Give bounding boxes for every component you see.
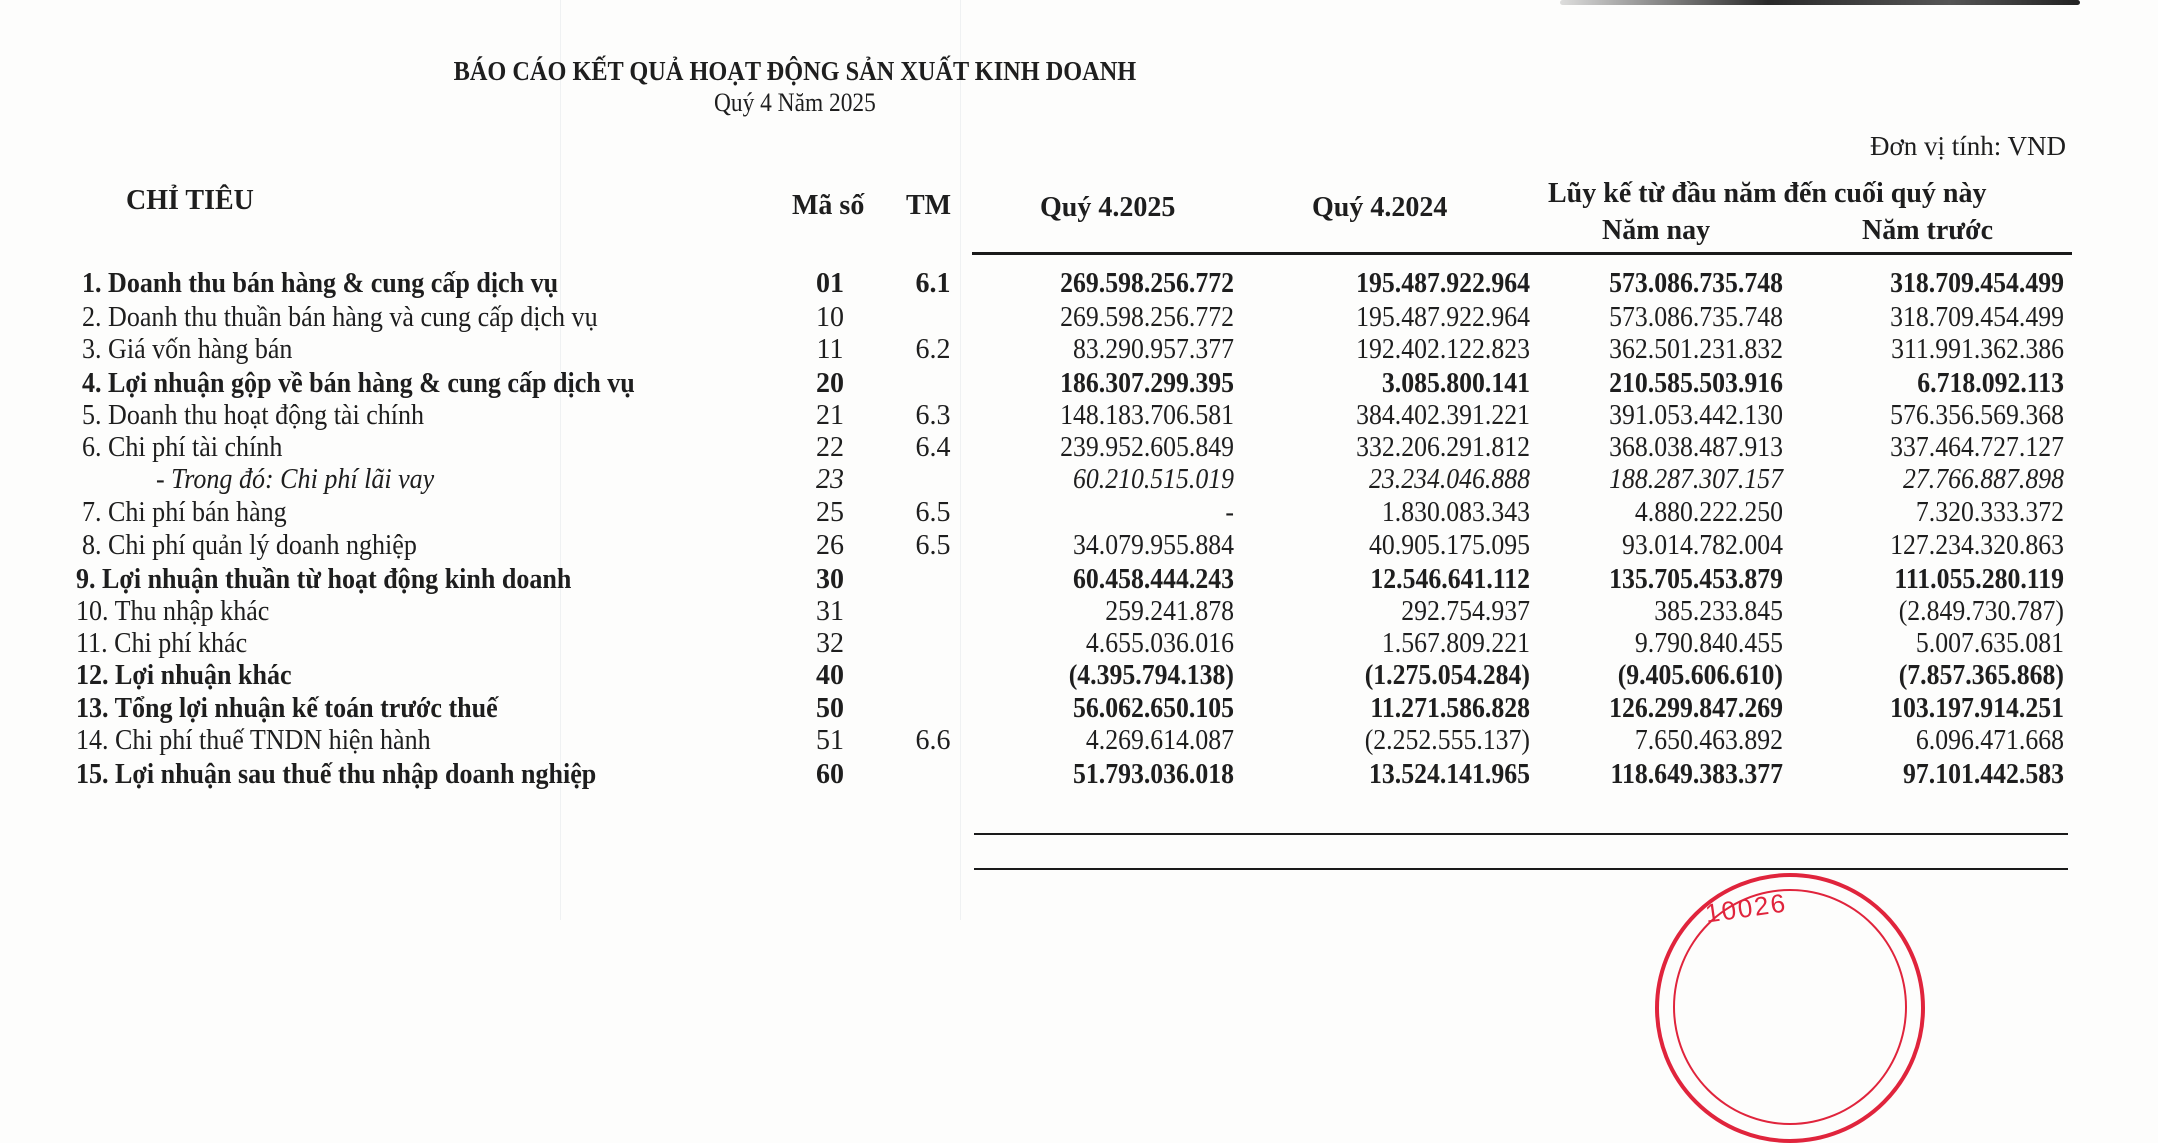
value-ytd-current: 126.299.847.269	[1609, 693, 1783, 724]
value-ytd-current: 188.287.307.157	[1609, 464, 1783, 495]
row-code: 21	[816, 400, 844, 431]
table-row	[0, 464, 2158, 496]
value-ytd-previous: 111.055.280.119	[1894, 564, 2064, 595]
row-label: 14. Chi phí thuế TNDN hiện hành	[76, 725, 431, 756]
row-label: - Trong đó: Chi phí lãi vay	[156, 464, 435, 495]
table-row	[0, 268, 2158, 300]
value-q-current: 4.655.036.016	[1085, 628, 1234, 659]
value-ytd-current: 573.086.735.748	[1609, 268, 1783, 299]
value-ytd-previous: 6.096.471.668	[1915, 725, 2064, 756]
value-ytd-current: 9.790.840.455	[1634, 628, 1783, 659]
currency-unit: Đơn vị tính: VND	[1869, 131, 2066, 161]
value-ytd-current: 573.086.735.748	[1609, 302, 1783, 333]
row-label: 2. Doanh thu thuần bán hàng và cung cấp dịch vụ	[82, 302, 598, 333]
row-code: 60	[816, 759, 844, 790]
total-rule-bottom	[974, 868, 2068, 870]
table-row	[0, 302, 2158, 334]
value-q-previous: 1.830.083.343	[1381, 497, 1530, 528]
value-ytd-previous: 6.718.092.113	[1917, 368, 2064, 399]
value-ytd-previous: 127.234.320.863	[1890, 530, 2064, 561]
row-code: 01	[816, 268, 844, 299]
row-code: 51	[816, 725, 844, 756]
value-ytd-previous: 97.101.442.583	[1903, 759, 2064, 790]
row-code: 40	[816, 660, 844, 691]
value-q-previous: 384.402.391.221	[1356, 400, 1530, 431]
value-ytd-current: 7.650.463.892	[1634, 725, 1783, 756]
row-label: 6. Chi phí tài chính	[82, 432, 283, 463]
row-note: 6.6	[915, 725, 951, 756]
value-q-current: 60.210.515.019	[1073, 464, 1234, 495]
row-code: 20	[816, 368, 844, 399]
row-code: 32	[816, 628, 844, 659]
row-note: 6.4	[915, 432, 951, 463]
value-q-previous: 195.487.922.964	[1356, 302, 1530, 333]
header-code: Mã số	[792, 190, 865, 221]
row-note: 6.1	[915, 268, 951, 299]
row-note: 6.5	[915, 497, 951, 528]
value-ytd-current: 368.038.487.913	[1609, 432, 1783, 463]
row-label: 15. Lợi nhuận sau thuế thu nhập doanh nghiệp	[76, 759, 597, 790]
row-label: 12. Lợi nhuận khác	[76, 660, 292, 691]
value-ytd-previous: 318.709.454.499	[1890, 268, 2064, 299]
row-label: 8. Chi phí quản lý doanh nghiệp	[82, 530, 417, 561]
value-ytd-current: 118.649.383.377	[1610, 759, 1783, 790]
value-q-current: 239.952.605.849	[1060, 432, 1234, 463]
value-q-previous: 23.234.046.888	[1369, 464, 1530, 495]
value-q-previous: 1.567.809.221	[1381, 628, 1530, 659]
row-label: 5. Doanh thu hoạt động tài chính	[82, 400, 425, 431]
header-note: TM	[906, 190, 952, 221]
row-label: 3. Giá vốn hàng bán	[82, 334, 293, 365]
header-ytd-current: Năm nay	[1602, 215, 1711, 246]
table-row	[0, 660, 2158, 692]
value-ytd-current: 362.501.231.832	[1609, 334, 1783, 365]
row-label: 13. Tổng lợi nhuận kế toán trước thuế	[76, 693, 498, 724]
value-q-previous: 332.206.291.812	[1356, 432, 1530, 463]
value-q-previous: 13.524.141.965	[1369, 759, 1530, 790]
value-q-previous: 12.546.641.112	[1370, 564, 1530, 595]
company-seal-text: 10026	[1703, 887, 1789, 929]
table-row	[0, 530, 2158, 562]
value-ytd-current: 210.585.503.916	[1609, 368, 1783, 399]
table-row	[0, 497, 2158, 529]
table-row	[0, 759, 2158, 791]
value-ytd-previous: 337.464.727.127	[1890, 432, 2064, 463]
value-ytd-previous: 311.991.362.386	[1891, 334, 2064, 365]
value-ytd-current: 135.705.453.879	[1609, 564, 1783, 595]
value-q-current: 269.598.256.772	[1060, 302, 1234, 333]
table-row	[0, 725, 2158, 757]
table-row	[0, 596, 2158, 628]
value-ytd-previous: 7.320.333.372	[1915, 497, 2064, 528]
row-code: 22	[816, 432, 844, 463]
header-ytd-group: Lũy kế từ đầu năm đến cuối quý này	[1548, 178, 1987, 209]
top-rule	[1560, 0, 2080, 5]
row-label: 4. Lợi nhuận gộp về bán hàng & cung cấp dịch vụ	[82, 368, 635, 399]
value-ytd-current: 93.014.782.004	[1622, 530, 1783, 561]
value-ytd-previous: 318.709.454.499	[1890, 302, 2064, 333]
table-row	[0, 432, 2158, 464]
table-row	[0, 400, 2158, 432]
value-q-previous: (2.252.555.137)	[1364, 725, 1530, 756]
header-indicator: CHỈ TIÊU	[126, 185, 254, 216]
value-ytd-current: 391.053.442.130	[1609, 400, 1783, 431]
value-q-previous: 3.085.800.141	[1381, 368, 1530, 399]
table-row	[0, 368, 2158, 400]
row-label: 7. Chi phí bán hàng	[82, 497, 287, 528]
row-code: 10	[816, 302, 844, 333]
row-label: 9. Lợi nhuận thuần từ hoạt động kinh doanh	[76, 564, 572, 595]
row-code: 23	[816, 464, 844, 495]
value-ytd-previous: (2.849.730.787)	[1898, 596, 2064, 627]
value-q-current: 34.079.955.884	[1073, 530, 1234, 561]
company-seal	[1655, 873, 1925, 1143]
row-code: 50	[816, 693, 844, 724]
value-q-previous: 195.487.922.964	[1356, 268, 1530, 299]
report-title: BÁO CÁO KẾT QUẢ HOẠT ĐỘNG SẢN XUẤT KINH DOANH	[453, 56, 1137, 86]
value-q-current: 4.269.614.087	[1085, 725, 1234, 756]
row-code: 26	[816, 530, 844, 561]
value-q-current: 186.307.299.395	[1060, 368, 1234, 399]
header-ytd-previous: Năm trước	[1862, 215, 1994, 246]
value-q-current: 83.290.957.377	[1073, 334, 1234, 365]
value-ytd-previous: (7.857.365.868)	[1898, 660, 2064, 691]
value-ytd-current: 4.880.222.250	[1634, 497, 1783, 528]
report-period: Quý 4 Năm 2025	[713, 88, 876, 117]
value-ytd-current: 385.233.845	[1654, 596, 1783, 627]
table-row	[0, 564, 2158, 596]
row-label: 11. Chi phí khác	[76, 628, 248, 659]
value-ytd-previous: 576.356.569.368	[1890, 400, 2064, 431]
value-q-current: 51.793.036.018	[1073, 759, 1234, 790]
row-code: 11	[816, 334, 844, 365]
row-note: 6.2	[915, 334, 951, 365]
value-ytd-previous: 5.007.635.081	[1915, 628, 2064, 659]
row-note: 6.3	[915, 400, 951, 431]
value-q-previous: (1.275.054.284)	[1364, 660, 1530, 691]
row-code: 30	[816, 564, 844, 595]
table-row	[0, 334, 2158, 366]
value-q-previous: 292.754.937	[1401, 596, 1530, 627]
header-q-previous: Quý 4.2024	[1312, 192, 1448, 223]
row-code: 31	[816, 596, 844, 627]
value-q-current: 60.458.444.243	[1073, 564, 1234, 595]
row-note: 6.5	[915, 530, 951, 561]
value-q-previous: 40.905.175.095	[1369, 530, 1530, 561]
value-q-current: 56.062.650.105	[1073, 693, 1234, 724]
table-row	[0, 628, 2158, 660]
header-divider	[972, 252, 2072, 255]
row-label: 10. Thu nhập khác	[76, 596, 270, 627]
value-q-current: 269.598.256.772	[1060, 268, 1234, 299]
table-row	[0, 693, 2158, 725]
value-q-current: 259.241.878	[1105, 596, 1234, 627]
value-q-current: -	[1225, 497, 1234, 528]
total-rule-top	[974, 833, 2068, 835]
value-q-current: 148.183.706.581	[1060, 400, 1234, 431]
value-q-current: (4.395.794.138)	[1068, 660, 1234, 691]
value-ytd-previous: 103.197.914.251	[1890, 693, 2064, 724]
value-q-previous: 192.402.122.823	[1356, 334, 1530, 365]
header-q-current: Quý 4.2025	[1040, 192, 1176, 223]
value-q-previous: 11.271.586.828	[1370, 693, 1530, 724]
row-code: 25	[816, 497, 844, 528]
value-ytd-current: (9.405.606.610)	[1617, 660, 1783, 691]
value-ytd-previous: 27.766.887.898	[1903, 464, 2064, 495]
row-label: 1. Doanh thu bán hàng & cung cấp dịch vụ	[82, 268, 559, 299]
